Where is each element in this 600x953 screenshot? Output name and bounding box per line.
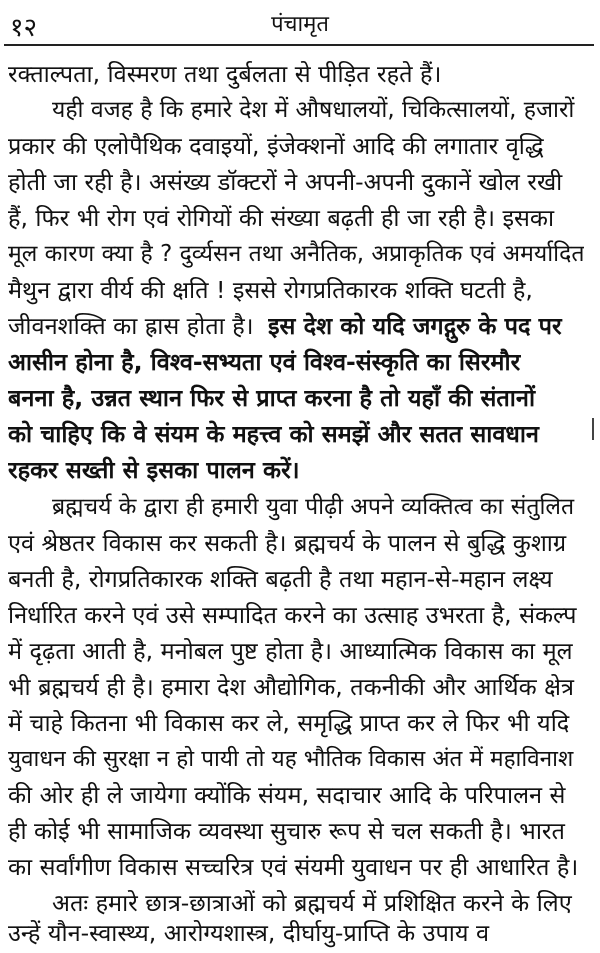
text-line: हैं, फिर भी रोग एवं रोगियों की संख्या बढ़ती ही जा रही है। इसका (8, 204, 555, 232)
text-line: एवं श्रेष्ठतर विकास कर सकती है। ब्रह्मचर्य के पालन से बुद्धि कुशाग्र (8, 529, 567, 557)
text-line: उन्हें यौन-स्वास्थ्य, आरोग्यशास्त्र, दीर्घायु-प्राप्ति के उपाय व (8, 919, 490, 947)
text-line: भी ब्रह्मचर्य ही है। हमारा देश औद्योगिक, तकनीकी और आर्थिक क्षेत्र (8, 673, 574, 701)
header-rule (4, 44, 594, 46)
text-line: ही कोई भी सामाजिक व्यवस्था सुचारु रूप से चल सकती है। भारत (8, 817, 565, 845)
text-line: में चाहे कितना भी विकास कर ले, समृद्धि प्राप्त कर ले फिर भी यदि (8, 709, 570, 737)
margin-mark (592, 418, 594, 440)
text-line: युवाधन की सुरक्षा न हो पायी तो यह भौतिक विकास अंत में महाविनाश (8, 746, 574, 772)
text-line: प्रकार की एलोपैथिक दवाइयों, इंजेक्शनों आदि की लगातार वृद्धि (8, 132, 544, 160)
text-line: यही वजह है कि हमारे देश में औषधालयों, चिकित्सालयों, हजारों (52, 97, 575, 123)
page-title: पंचामृत (271, 12, 329, 37)
bold-text-line: इस देश को यदि जगद्गुरु के पद पर (268, 312, 562, 340)
text-line: में दृढ़ता आती है, मनोबल पुष्ट होता है। आध्यात्मिक विकास का मूल (8, 637, 573, 665)
text-line: मैथुन द्वारा वीर्य की क्षति ! इससे रोगप्रतिकारक शक्ति घटती है, (8, 276, 533, 304)
text-line: रक्ताल्पता, विस्मरण तथा दुर्बलता से पीड़ित रहते हैं। (8, 60, 442, 88)
text-line: का सर्वांगीण विकास सच्चरित्र एवं संयमी युवाधन पर ही आधारित है। (8, 853, 579, 881)
bold-text-line: बनना है, उन्नत स्थान फिर से प्राप्त करना है तो यहाँ की संतानों (8, 384, 536, 412)
text-line: ब्रह्मचर्य के द्वारा ही हमारी युवा पीढ़ी अपने व्यक्तित्व का संतुलित (52, 494, 575, 520)
page-header (6, 2, 594, 42)
text-line: की ओर ही ले जायेगा क्योंकि संयम, सदाचार आदि के परिपालन से (8, 781, 566, 809)
text-line: जीवनशक्ति का ह्रास होता है। (8, 312, 254, 340)
text-line: मूल कारण क्या है ? दुर्व्यसन तथा अनैतिक, अप्राकृतिक एवं अमर्यादित (8, 241, 584, 267)
bold-text-line: आसीन होना है, विश्व-सभ्यता एवं विश्व-संस्कृति का सिरमौर (8, 348, 521, 376)
text-line: निर्धारित करने एवं उसे सम्पादित करने का उत्साह उभरता है, संकल्प (8, 601, 577, 629)
page-number: १२ (10, 13, 38, 43)
text-line: होती जा रही है। असंख्य डॉक्टरों ने अपनी-अपनी दुकानें खोल रखी (8, 168, 563, 196)
text-line: अतः हमारे छात्र-छात्राओं को ब्रह्मचर्य में प्रशिक्षित करने के लिए (52, 889, 572, 917)
bold-text-line: रहकर सख्ती से इसका पालन करें। (8, 456, 300, 484)
text-line: बनती है, रोगप्रतिकारक शक्ति बढ़ती है तथा महान-से-महान लक्ष्य (8, 565, 553, 593)
bold-text-line: को चाहिए कि वे संयम के महत्त्व को समझें और सतत सावधान (8, 420, 539, 448)
